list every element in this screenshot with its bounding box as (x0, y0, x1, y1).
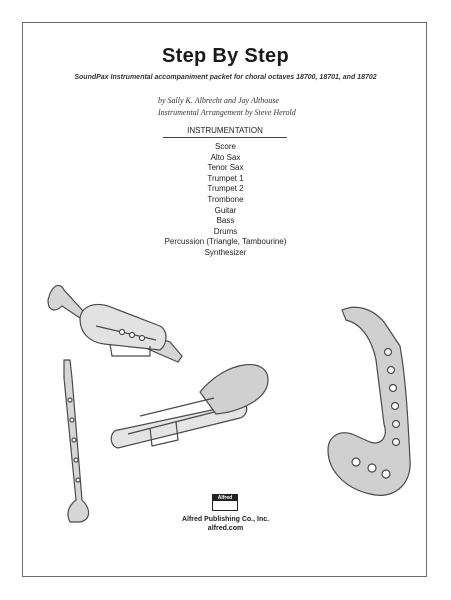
page-title: Step By Step (162, 45, 289, 67)
list-item: Trombone (207, 194, 244, 204)
list-item: Score (215, 142, 236, 151)
logo-text: Alfred (213, 495, 237, 501)
page-subtitle: SoundPax Instrumental accompaniment packet for choral octaves 18700, 18701, and 18702 (74, 74, 377, 81)
publisher-name: Alfred Publishing Co., Inc. (181, 516, 270, 523)
publisher-logo (212, 494, 238, 511)
trumpet-icon (48, 285, 182, 362)
list-item: Percussion (Triangle, Tambourine) (164, 237, 287, 247)
list-item: Synthesizer (204, 247, 247, 257)
clarinet-icon (64, 360, 89, 522)
list-item: Bass (216, 216, 235, 226)
list-item: Alto Sax (210, 152, 241, 162)
list-item: Guitar (214, 205, 237, 215)
author-credit: by Sally K. Albrecht and Jay Althouse (158, 96, 279, 105)
list-item: Trumpet 2 (207, 184, 244, 194)
trombone-icon (111, 365, 268, 448)
arranger-credit: Instrumental Arrangement by Steve Herold (158, 108, 296, 117)
list-item: Drums (213, 226, 238, 236)
instrumentation-heading: INSTRUMENTATION (163, 126, 287, 138)
saxophone-icon (328, 307, 410, 495)
publisher-url: alfred.com (207, 525, 244, 532)
list-item: Tenor Sax (207, 163, 244, 173)
list-item: Trumpet 1 (207, 173, 244, 183)
